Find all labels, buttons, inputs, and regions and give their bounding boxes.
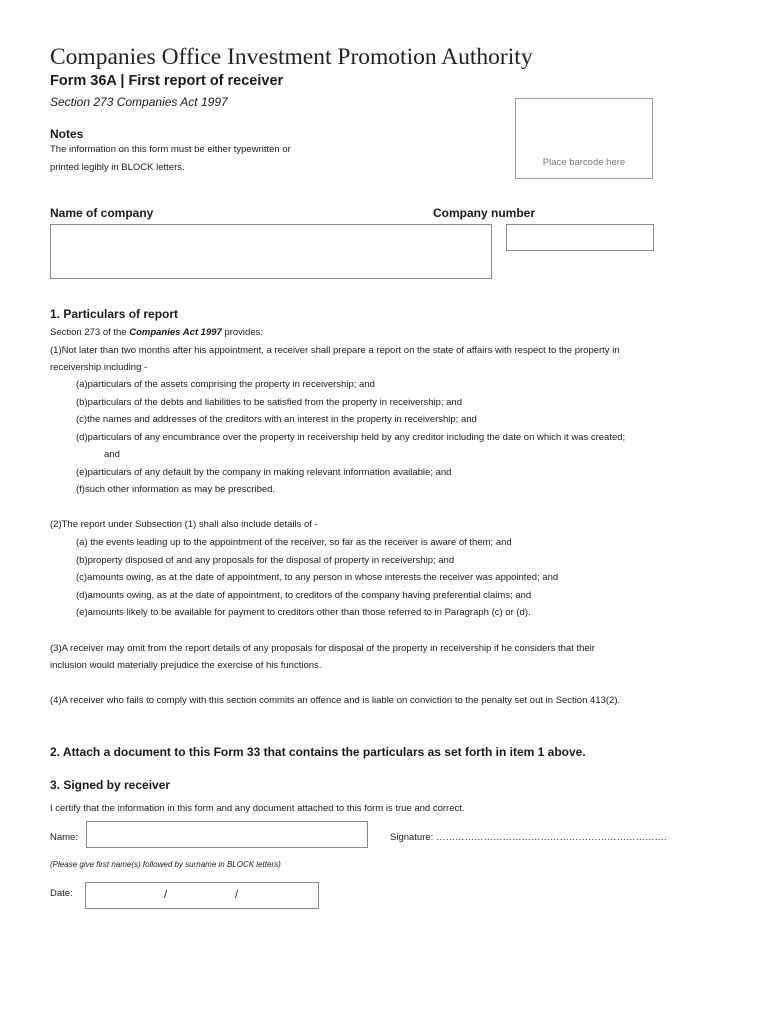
p1-item-a: (a)particulars of the assets comprising the property in receivership; and bbox=[76, 379, 375, 390]
barcode-placeholder: Place barcode here bbox=[542, 157, 626, 168]
date-input[interactable] bbox=[85, 882, 319, 909]
p1-item-b: (b)particulars of the debts and liabilities to be satisfied from the property in receivership; and bbox=[76, 397, 463, 408]
p3-line-1: (3)A receiver may omit from the report details of any proposals for disposal of the property in receivership if he considers that their bbox=[50, 643, 595, 654]
p1-item-c: (c)the names and addresses of the creditors with an interest in the property in receivership; and bbox=[76, 414, 477, 425]
p3-line-2: inclusion would materially prejudice the exercise of his functions. bbox=[50, 660, 322, 671]
barcode-box bbox=[515, 98, 653, 179]
p4-line: (4)A receiver who fails to comply with this section commits an offence and is liable on conviction to the penalty set out in Section 413(2). bbox=[50, 695, 621, 706]
p1-line-1: (1)Not later than two months after his appointment, a receiver shall prepare a report on the state of affairs with respect to the property in bbox=[50, 345, 620, 356]
p2-item-d: (d)amounts owing, as at the date of appointment, to creditors of the company having preferential claims; and bbox=[76, 590, 532, 601]
receiver-name-input[interactable] bbox=[86, 821, 368, 848]
p2-item-a: (a) the events leading up to the appointment of the receiver, so far as the receiver is aware of them; and bbox=[76, 537, 512, 548]
p1-line-2: receivership including - bbox=[50, 362, 148, 373]
authority-title: Companies Office Investment Promotion Authority bbox=[50, 44, 533, 70]
act-name: Companies Act 1997 bbox=[129, 327, 222, 338]
form-title: Form 36A | First report of receiver bbox=[50, 73, 284, 89]
certify-text: I certify that the information in this form and any document attached to this form is true and correct. bbox=[50, 803, 465, 814]
date-separator-1: / bbox=[164, 889, 168, 901]
company-name-input[interactable] bbox=[50, 224, 492, 279]
receiver-name-label: Name: bbox=[50, 832, 78, 843]
company-number-input[interactable] bbox=[506, 224, 654, 251]
p1-item-d-cont: and bbox=[104, 449, 120, 460]
p2-item-c: (c)amounts owing, as at the date of appointment, to any person in whose interests the receiver was appointed; and bbox=[76, 572, 559, 583]
notes-text bbox=[50, 141, 360, 177]
signature-line[interactable]: Signature: ………………………………………………………………. bbox=[390, 832, 667, 843]
notes-line-1: The information on this form must be either typewritten or bbox=[50, 144, 291, 155]
section-1-heading: 1. Particulars of report bbox=[50, 307, 179, 321]
p2-item-e: (e)amounts likely to be available for payment to creditors other than those referred to in Paragraph (c) or (d). bbox=[76, 607, 531, 618]
intro-pre: Section 273 of the bbox=[50, 327, 130, 338]
intro-post: provides: bbox=[221, 327, 263, 338]
p2-item-b: (b)property disposed of and any proposals for the disposal of property in receivership; and bbox=[76, 555, 455, 566]
section-reference: Section 273 Companies Act 1997 bbox=[50, 95, 228, 109]
name-hint: (Please give first name(s) followed by surname in BLOCK letters) bbox=[50, 860, 281, 869]
date-label: Date: bbox=[50, 888, 73, 899]
p2-line: (2)The report under Subsection (1) shall also include details of - bbox=[50, 519, 318, 530]
p1-item-f: (f)such other information as may be prescribed. bbox=[76, 484, 276, 495]
company-name-label: Name of company bbox=[50, 206, 154, 220]
section-3-heading: 3. Signed by receiver bbox=[50, 778, 171, 792]
date-separator-2: / bbox=[235, 889, 239, 901]
notes-heading: Notes bbox=[50, 127, 84, 141]
company-number-label: Company number bbox=[433, 206, 536, 220]
notes-line-2: printed legibly in BLOCK letters. bbox=[50, 162, 185, 173]
p1-item-e: (e)particulars of any default by the company in making relevant information available; and bbox=[76, 467, 452, 478]
p1-item-d: (d)particulars of any encumbrance over the property in receivership held by any creditor including the date on which it was created; bbox=[76, 432, 626, 443]
section-2-heading: 2. Attach a document to this Form 33 that contains the particulars as set forth in item 1 above. bbox=[50, 745, 586, 759]
section-1-intro bbox=[50, 327, 263, 338]
